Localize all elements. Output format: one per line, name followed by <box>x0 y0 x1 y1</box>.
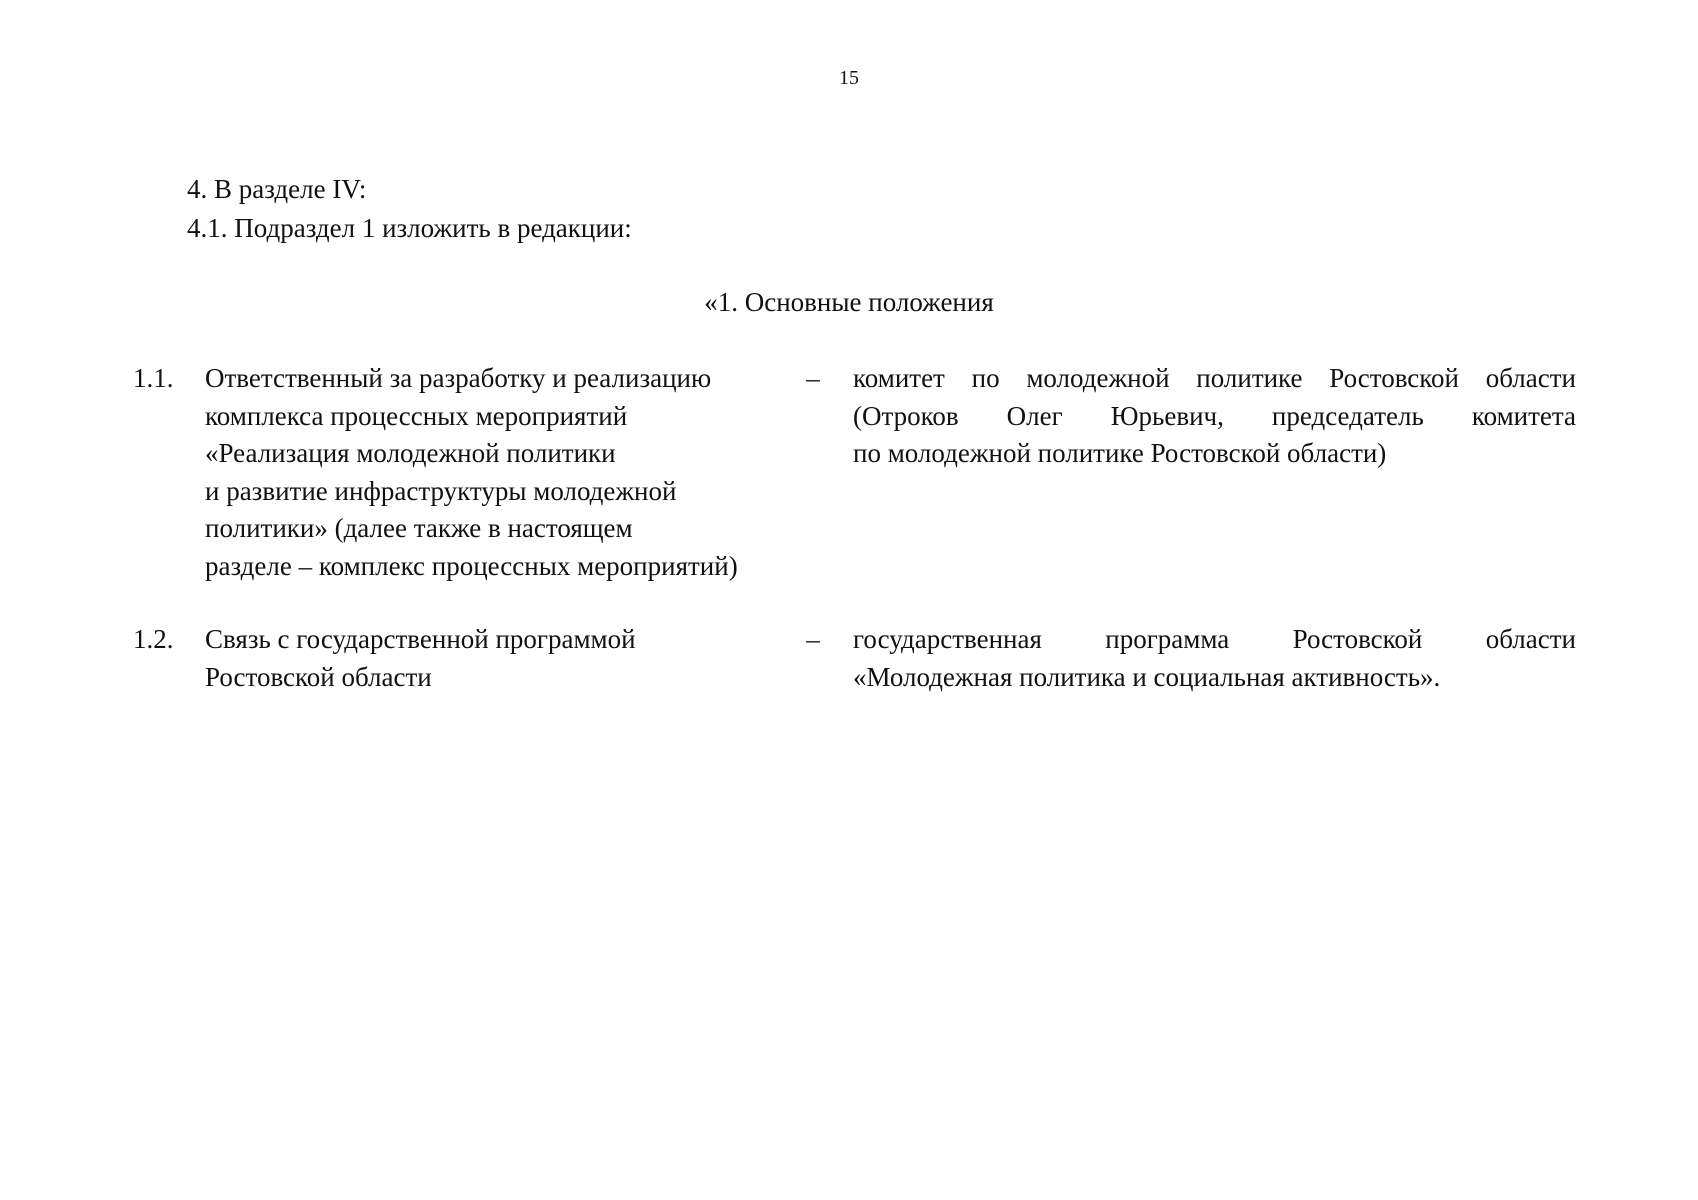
row-number: 1.1. <box>133 363 174 393</box>
row-number: 1.2. <box>133 624 174 654</box>
row-value-line: по молодежной политике Ростовской области) <box>853 438 1387 468</box>
row-value-line: государственная программа Ростовской области <box>853 624 1576 654</box>
row-label-line: Ответственный за разработку и реализацию <box>205 363 712 393</box>
row-label-line: комплекса процессных мероприятий <box>205 400 628 431</box>
row-label-line: Ростовской области <box>205 661 432 692</box>
row-label-line: и развитие инфраструктуры молодежной <box>205 475 677 506</box>
row-label-line: «Реализация молодежной политики <box>205 438 616 468</box>
row-value <box>853 360 1576 473</box>
row-label <box>205 621 805 696</box>
row-dash: – <box>806 363 820 393</box>
row-label-line: разделе – комплекс процессных мероприятий) <box>205 550 738 581</box>
row-value-line: (Отроков Олег Юрьевич, председатель комитета <box>853 400 1576 431</box>
row-label-line: политики» (далее также в настоящем <box>205 513 633 543</box>
row-value-line: комитет по молодежной политике Ростовской области <box>853 363 1576 393</box>
row-value <box>853 621 1576 696</box>
section-title: «1. Основные положения <box>704 287 994 317</box>
row-label <box>205 360 805 585</box>
row-value-line: «Молодежная политика и социальная активность». <box>853 661 1441 692</box>
intro-line-subsection: 4.1. Подраздел 1 изложить в редакции: <box>187 213 632 243</box>
row-label-line: Связь с государственной программой <box>205 624 636 654</box>
row-dash: – <box>806 624 820 654</box>
page-number: 15 <box>839 67 859 89</box>
intro-line-section: 4. В разделе IV: <box>187 174 367 204</box>
